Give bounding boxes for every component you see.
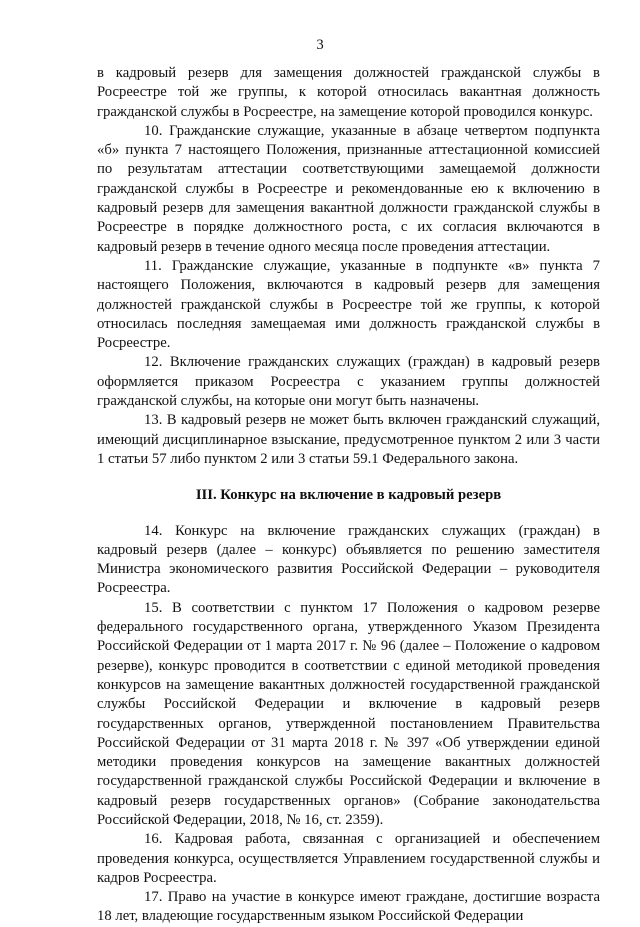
paragraph-16: 16. Кадровая работа, связанная с организацией и обеспечением проведения конкурса, осуществляется Управлением государственной службы и кадров Росреестра. — [97, 831, 600, 886]
paragraph-continuation: в кадровый резерв для замещения должностей гражданской службы в Росреестре той же группы, к которой относилась вакантная должность гражданской службы в Росреестре, на замещение которой проводился конкурс. — [97, 65, 600, 120]
paragraph-13: 13. В кадровый резерв не может быть включен гражданский служащий, имеющий дисциплинарное взыскание, предусмотренное пунктом 2 или 3 части 1 статьи 57 либо пунктом 2 или 3 статьи 59.1 Федерального закона. — [97, 412, 600, 467]
page-number: 3 — [316, 37, 324, 53]
paragraph-12: 12. Включение гражданских служащих (граждан) в кадровый резерв оформляется приказом Росреестра с указанием группы должностей гражданской службы, на которые они могут быть назначены. — [97, 354, 600, 410]
paragraph-10: 10. Гражданские служащие, указанные в абзаце четвертом подпункта «б» пункта 7 настоящего Положения, признанные аттестационной комиссией по результатам аттестации соответствующими замещаемой должности гражданской службы в Росреестре и рекомендованные ею к включению в кадровый резерв для замещения вакантной должности гражданской службы в Росреестре в порядке должностного роста, с их согласия включаются в кадровый резерв в течение одного месяца после проведения аттестации. — [97, 122, 600, 255]
paragraph-15: 15. В соответствии с пунктом 17 Положения о кадровом резерве федерального государственного органа, утвержденного Указом Президента Российской Федерации от 1 марта 2017 г. № 96 (далее – Положение о кадровом резерве), конкурс проводится в соответствии с единой методикой проведения конкурсов на замещение вакантных должностей государственной гражданской службы Российской Федерации и включение в кадровый резерв государственных органов, утвержденной постановлением Правительства Российской Федерации от 31 марта 2018 г. № 397 «Об утверждении единой методики проведения конкурсов на замещение вакантных должностей государственной гражданской службы Российской Федерации и включение в кадровый резерв государственных органов» (Собрание законодательства Российской Федерации, 2018, № 16, ст. 2359). — [97, 599, 600, 828]
paragraph-11: 11. Гражданские служащие, указанные в подпункте «в» пункта 7 настоящего Положения, включаются в кадровый резерв для замещения должностей гражданской службы в Росреестре той же группы, к которой относилась последняя замещаемая ими должность гражданской службы в Росреестре. — [97, 257, 600, 352]
paragraph-14: 14. Конкурс на включение гражданских служащих (граждан) в кадровый резерв (далее – конкурс) объявляется по решению заместителя Министра экономического развития Российской Федерации – руководителя Росреестра. — [97, 522, 600, 597]
section-heading: III. Конкурс на включение в кадровый резерв — [195, 487, 502, 504]
paragraph-17: 17. Право на участие в конкурсе имеют граждане, достигшие возраста 18 лет, владеющие государственным языком Российской Федерации — [97, 889, 600, 925]
document-body — [97, 64, 600, 927]
